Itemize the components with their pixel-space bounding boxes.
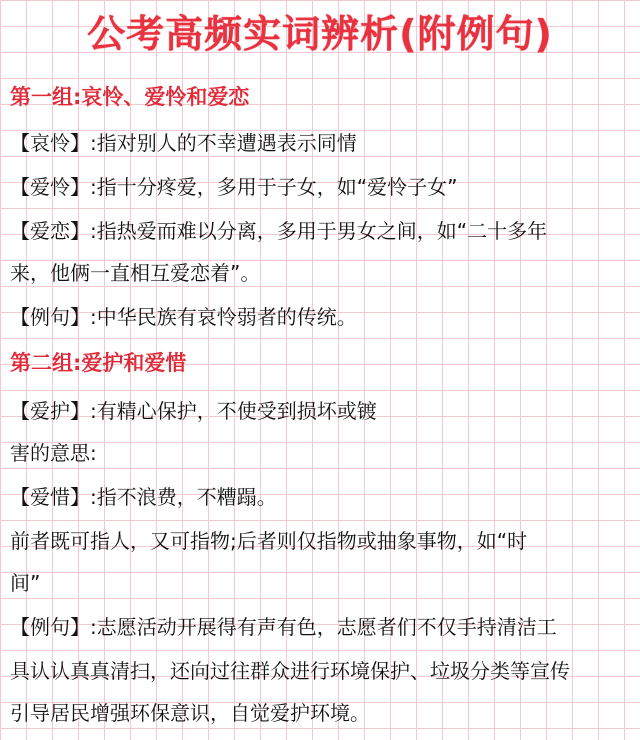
text-line: 【例句】:中华民族有哀怜弱者的传统。 bbox=[10, 305, 357, 329]
text-line: 害的意思: bbox=[10, 441, 97, 465]
text-line: 【例句】:志愿活动开展得有声有色，志愿者们不仅手持清洁工 bbox=[10, 615, 557, 639]
text-line: 来，他俩一直相互爱恋着”。 bbox=[10, 261, 261, 285]
text-line: 引导居民增强环保意识，自觉爱护环境。 bbox=[10, 701, 370, 725]
text-line: 【爱恋】:指热爱而难以分离，多用于男女之间，如“二十多年 bbox=[10, 219, 548, 243]
text-line: 前者既可指人，又可指物;后者则仅指物或抽象事物，如“时 bbox=[10, 529, 528, 553]
text-line: 【爱惜】:指不浪费，不糟蹋。 bbox=[10, 485, 277, 509]
text-line: 【爱怜】:指十分疼爱，多用于子女，如“爱怜子女” bbox=[10, 175, 458, 199]
group-1-heading: 第一组:哀怜、爱怜和爱恋 bbox=[10, 85, 250, 109]
text-line: 间” bbox=[10, 571, 41, 595]
text-line: 【哀怜】:指对别人的不幸遭遇表示同情 bbox=[10, 131, 357, 155]
text-line: 具认认真真清扫，还向过往群众进行环境保护、垃圾分类等宣传 bbox=[10, 659, 570, 683]
group-2-heading: 第二组:爱护和爱惜 bbox=[10, 351, 187, 375]
text-line: 【爱护】:有精心保护，不使受到损坏或镀 bbox=[10, 399, 377, 423]
page-title: 公考高频实词辨析(附例句) bbox=[87, 12, 553, 56]
